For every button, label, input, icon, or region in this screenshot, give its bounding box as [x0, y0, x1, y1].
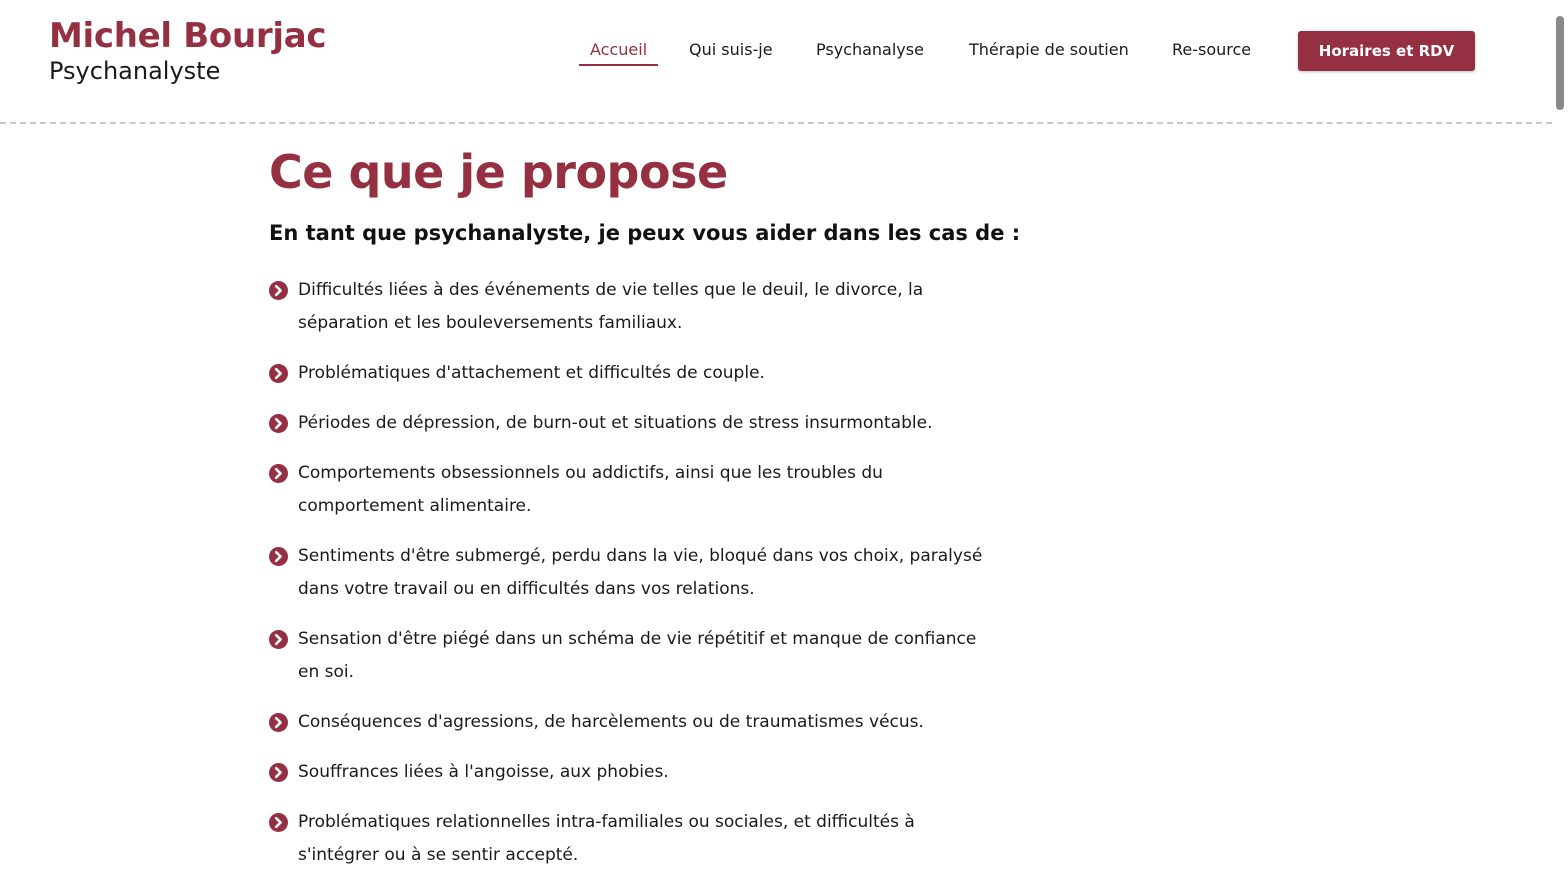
list-item-text: Problématiques d'attachement et difficultés de couple. — [298, 363, 765, 383]
list-item-text: dans votre travail ou en difficultés dans vos relations. — [298, 579, 755, 599]
chevron-circle-right-icon — [269, 364, 288, 383]
list-item-text: s'intégrer ou à se sentir accepté. — [298, 845, 579, 865]
nav-item-psychanalyse[interactable]: Psychanalyse — [816, 40, 924, 59]
list-item-text: en soi. — [298, 662, 355, 682]
chevron-circle-right-icon — [269, 763, 288, 782]
brand-logo-link[interactable] — [49, 14, 326, 84]
list-item — [269, 540, 1088, 606]
list-item-text: Conséquences d'agressions, de harcèlements ou de traumatismes vécus. — [298, 712, 924, 732]
chevron-circle-right-icon — [269, 547, 288, 566]
scrollbar-thumb[interactable] — [1556, 16, 1564, 110]
list-item — [269, 274, 1088, 340]
list-item — [269, 457, 1088, 523]
nav-item-re-source[interactable]: Re-source — [1172, 40, 1252, 59]
list-item-text: Comportements obsessionnels ou addictifs, ainsi que les troubles du — [298, 463, 883, 483]
brand-subtitle: Psychanalyste — [49, 57, 221, 85]
list-item-text: séparation et les bouleversements familiaux. — [298, 313, 683, 333]
offer-list — [269, 274, 1089, 872]
site-header — [0, 0, 1552, 124]
nav-item-therapie-de-soutien[interactable]: Thérapie de soutien — [969, 40, 1129, 59]
page-title: Ce que je propose — [269, 145, 728, 199]
chevron-circle-right-icon — [269, 464, 288, 483]
list-item-text: Périodes de dépression, de burn-out et situations de stress insurmontable. — [298, 413, 933, 433]
chevron-circle-right-icon — [269, 414, 288, 433]
list-item-text: Sentiments d'être submergé, perdu dans la vie, bloqué dans vos choix, paralysé — [298, 546, 983, 566]
nav-item-qui-suis-je[interactable]: Qui suis-je — [689, 40, 773, 59]
list-item — [269, 756, 1088, 789]
intro-text: En tant que psychanalyste, je peux vous aider dans les cas de : — [269, 221, 1021, 245]
list-item-text: Souffrances liées à l'angoisse, aux phobies. — [298, 762, 669, 782]
list-item-text: Difficultés liées à des événements de vie telles que le deuil, le divorce, la — [298, 280, 924, 300]
chevron-circle-right-icon — [269, 713, 288, 732]
chevron-circle-right-icon — [269, 813, 288, 832]
nav-item-accueil[interactable]: Accueil — [590, 30, 647, 72]
main-content — [269, 140, 1089, 886]
list-item-text: Sensation d'être piégé dans un schéma de vie répétitif et manque de confiance — [298, 629, 977, 649]
list-item — [269, 706, 1088, 739]
list-item — [269, 407, 1088, 440]
list-item-text: Problématiques relationnelles intra-familiales ou sociales, et difficultés à — [298, 812, 915, 832]
vertical-scrollbar[interactable] — [1552, 0, 1568, 886]
list-item — [269, 623, 1088, 689]
brand-name: Michel Bourjac — [49, 16, 327, 56]
list-item — [269, 806, 1088, 872]
chevron-circle-right-icon — [269, 630, 288, 649]
chevron-circle-right-icon — [269, 281, 288, 300]
list-item-text: comportement alimentaire. — [298, 496, 532, 516]
horaires-rdv-button[interactable]: Horaires et RDV — [1298, 31, 1475, 71]
list-item — [269, 357, 1088, 390]
